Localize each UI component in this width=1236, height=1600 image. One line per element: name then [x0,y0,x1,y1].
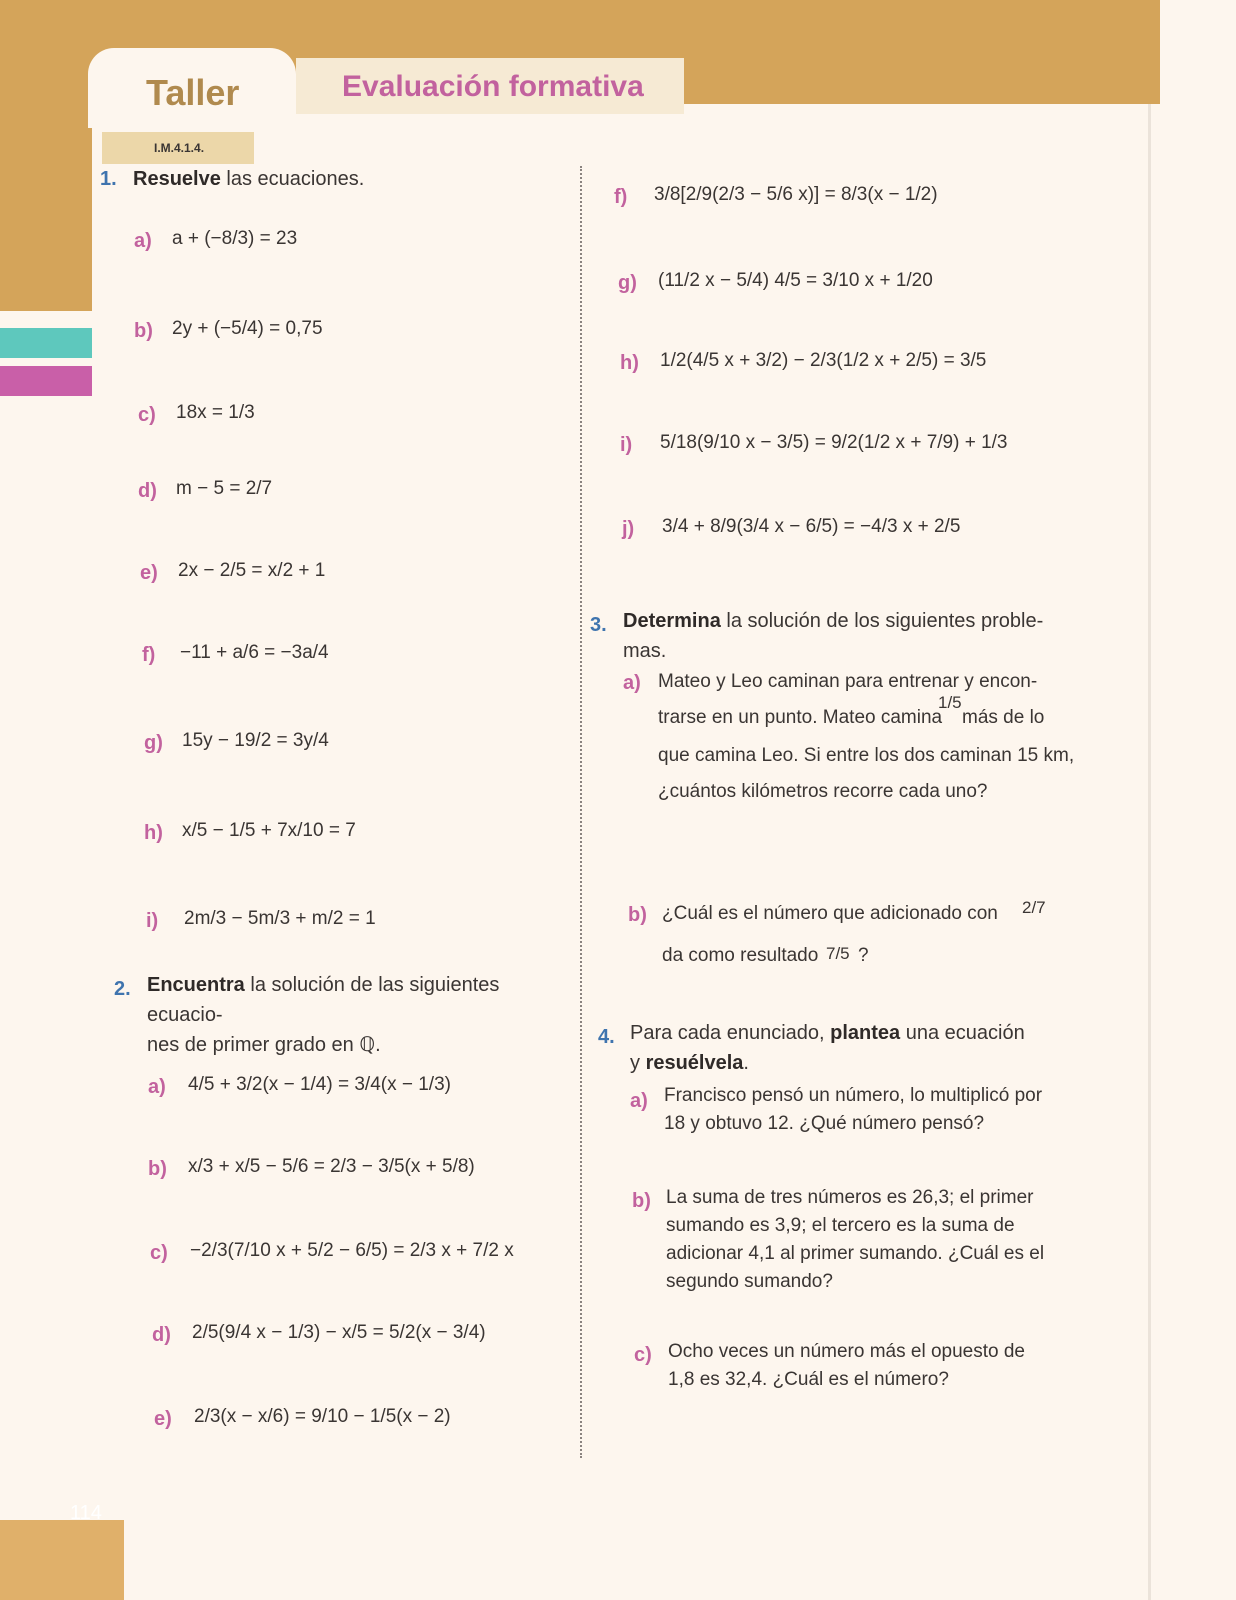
question-text: Para cada enunciado, [630,1022,825,1044]
item-label: i) [620,434,633,456]
problem-line: La suma de tres números es 26,3; el primer [666,1187,1034,1208]
problem-line: segundo sumando? [666,1271,833,1292]
question-text: y [630,1052,640,1074]
question-number: 4. [598,1026,615,1048]
item-label: a) [630,1090,648,1112]
item-label: i) [146,910,159,932]
question-4-statement [630,1018,1050,1078]
equation: −2/3(7/10 x + 5/2 − 6/5) = 2/3 x + 7/2 x [190,1240,514,1261]
taller-tab [88,48,296,128]
fraction [938,692,962,714]
equation: 2/3(x − x/6) = 9/10 − 1/5(x − 2) [194,1406,451,1427]
equation: 2y + (−5/4) = 0,75 [172,318,323,339]
fraction: 2/7 [1022,898,1046,917]
equation: 4/5 + 3/2(x − 1/4) = 3/4(x − 1/3) [188,1074,451,1095]
equation: 18x = 1/3 [176,402,255,423]
problem-line: ¿Cuál es el número que adicionado con [662,903,998,924]
item-label: b) [148,1158,167,1180]
footer-band [0,1520,124,1600]
question-text: una ecuación [905,1022,1025,1044]
problem-line: 18 y obtuvo 12. ¿Qué número pensó? [664,1113,985,1134]
question-number: 2. [114,978,131,1000]
item-label: g) [144,732,163,754]
question-verb: resuélvela [645,1052,744,1074]
item-label: b) [134,320,153,342]
page-number: 114 [70,1502,102,1524]
equation: 3/8[2/9(2/3 − 5/6 x)] = 8/3(x − 1/2) [654,184,938,205]
question-text: la solución de los siguientes proble- [720,610,1044,632]
question-verb: Resuelve [133,168,221,190]
problem-line: más de lo [962,707,1045,728]
problem-line: da como resultado [662,945,819,966]
problem-line: que camina Leo. Si entre los dos caminan 15 km, [658,745,1075,766]
problem-line: Mateo y Leo caminan para entrenar y encon- [658,671,1038,692]
equation: 15y − 19/2 = 3y/4 [182,730,329,751]
question-2-statement [147,970,577,1060]
question-1-statement [133,164,364,194]
item-label: h) [620,352,639,374]
equation: 2/5(9/4 x − 1/3) − x/5 = 5/2(x − 3/4) [192,1322,486,1343]
question-text: nes de primer grado en ℚ. [147,1034,381,1056]
item-label: c) [634,1344,652,1366]
item-label: g) [618,272,637,294]
equation: m − 5 = 2/7 [176,478,273,499]
problem-line: Francisco pensó un número, lo multiplicó por [664,1085,1043,1106]
item-label: a) [134,230,152,252]
skill-code: I.M.4.1.4. [102,132,254,164]
question-number: 1. [100,168,117,190]
question-verb: Determina [623,610,721,632]
item-label: c) [138,404,156,426]
equation: 2x − 2/5 = x/2 + 1 [178,560,326,581]
problem-line: 1,8 es 32,4. ¿Cuál es el número? [668,1369,949,1390]
equation: a + (−8/3) = 23 [172,228,298,249]
item-label: b) [632,1190,651,1212]
problem-line: Ocho veces un número más el opuesto de [668,1341,1025,1362]
question-mark: ? [858,945,869,966]
item-label: b) [628,904,647,926]
evaluation-tab [296,58,684,114]
item-label: d) [138,480,157,502]
equation: x/5 − 1/5 + 7x/10 = 7 [182,820,356,841]
question-3-statement [623,606,1063,666]
item-label: j) [622,518,635,540]
page-edge [1148,104,1151,1600]
item-label: d) [152,1324,171,1346]
section-title: Evaluación formativa [342,70,644,103]
equation: (11/2 x − 5/4) 4/5 = 3/10 x + 1/20 [658,270,933,291]
question-verb: plantea [830,1022,901,1044]
taller-title: Taller [146,72,240,113]
item-label: h) [144,822,163,844]
fraction: 7/5 [826,944,850,963]
item-label: e) [140,562,158,584]
item-label: f) [614,186,628,208]
equation: −11 + a/6 = −3a/4 [180,642,329,663]
item-label: c) [150,1242,168,1264]
equation: 5/18(9/10 x − 3/5) = 9/2(1/2 x + 7/9) + 1/3 [660,432,1008,453]
teal-stripe [0,328,92,358]
pink-stripe [0,366,92,396]
question-text: mas. [623,640,667,662]
question-text: la solución de las siguientes ecuacio- [147,974,500,1026]
item-label: f) [142,644,156,666]
problem-line: ¿cuántos kilómetros recorre cada uno? [658,781,988,802]
equation: 1/2(4/5 x + 3/2) − 2/3(1/2 x + 2/5) = 3/5 [660,350,987,371]
item-label: e) [154,1408,172,1430]
equation: x/3 + x/5 − 5/6 = 2/3 − 3/5(x + 5/8) [188,1156,475,1177]
fraction-numerator: 1/5 [938,693,962,712]
equation: 3/4 + 8/9(3/4 x − 6/5) = −4/3 x + 2/5 [662,516,961,537]
problem-line: sumando es 3,9; el tercero es la suma de [666,1215,1015,1236]
column-divider [580,166,582,1458]
item-label: a) [623,672,641,694]
question-text: las ecuaciones. [220,168,365,190]
item-label: a) [148,1076,166,1098]
question-number: 3. [590,614,607,636]
problem-line: trarse en un punto. Mateo camina [658,707,943,728]
left-margin-band [0,104,92,311]
question-verb: Encuentra [147,974,245,996]
problem-line: adicionar 4,1 al primer sumando. ¿Cuál es el [666,1243,1045,1264]
equation: 2m/3 − 5m/3 + m/2 = 1 [184,908,376,929]
question-text: . [743,1052,749,1074]
